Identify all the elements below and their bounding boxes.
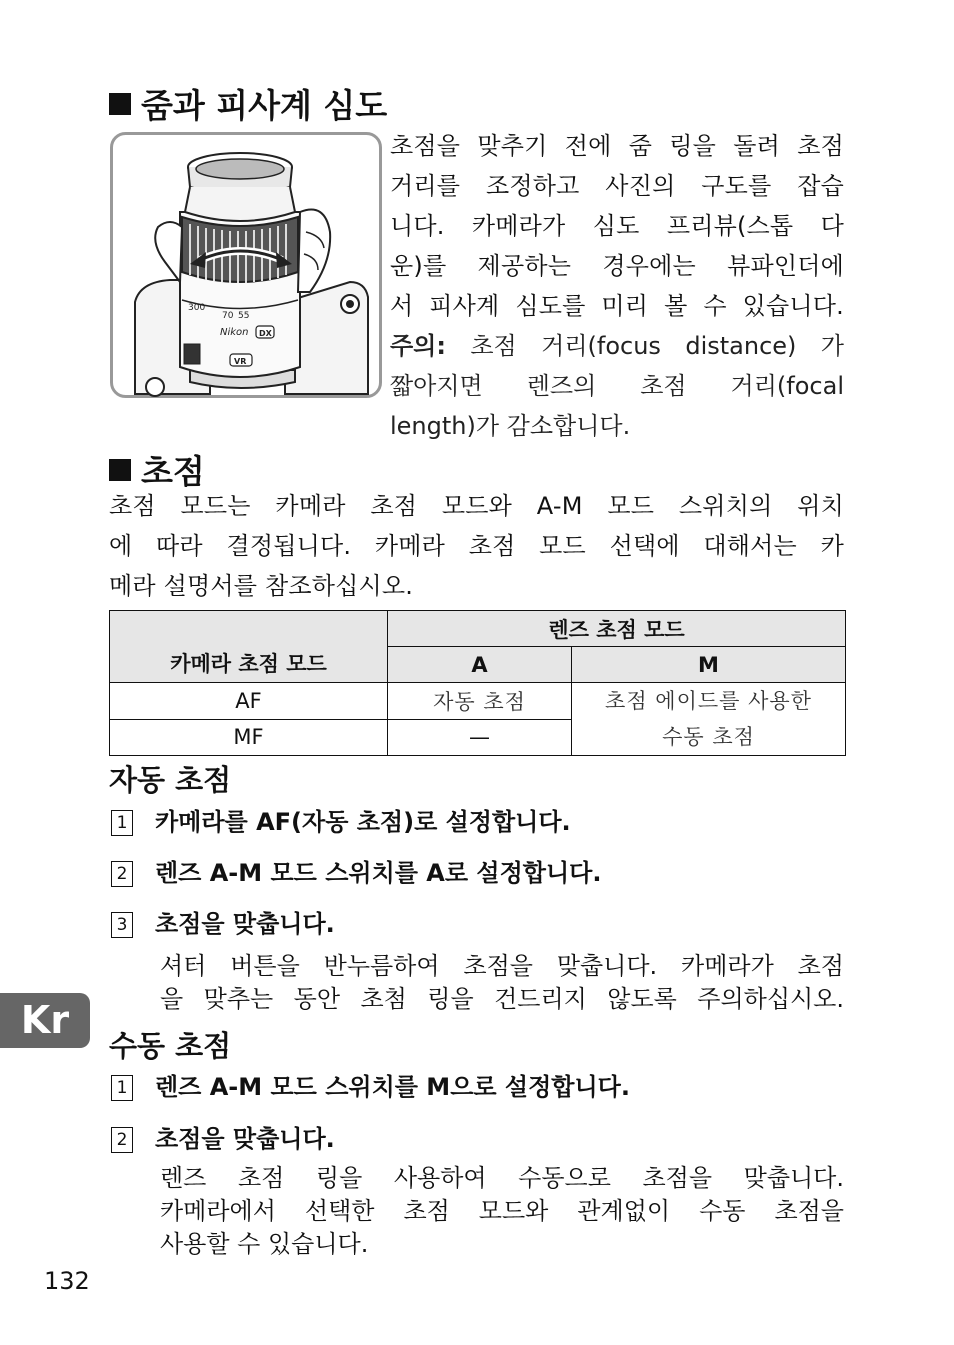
step-text: 카메라를 AF(자동 초점)로 설정합니다. bbox=[155, 808, 571, 836]
step-text: 초점을 맞춥니다. bbox=[155, 910, 335, 938]
desc-line: 사용할 수 있습니다. bbox=[160, 1230, 369, 1258]
lens-illustration bbox=[110, 132, 382, 398]
step-number: 1 bbox=[111, 1075, 133, 1101]
note-line: length)가 감소합니다. bbox=[390, 412, 631, 440]
zoom-section-title bbox=[109, 86, 387, 126]
focus-section-title-text: 초점 bbox=[141, 452, 205, 491]
desc-line: 셔터 버튼을 반누름하여 초점을 맞춥니다. 카메라가 초점 bbox=[160, 952, 844, 980]
focus-body-line: 초점 모드는 카메라 초점 모드와 A-M 모드 스위치의 위치 bbox=[109, 492, 844, 520]
table-header-a: A bbox=[388, 647, 572, 683]
zoom-body-line: 거리를 조정하고 사진의 구도를 잡습 bbox=[390, 172, 844, 200]
table-cell-camera-mf: MF bbox=[110, 719, 388, 756]
focus-body-line: 메라 설명서를 참조하십시오. bbox=[109, 572, 414, 600]
manual-focus-description bbox=[160, 1162, 844, 1261]
bullet-square-icon bbox=[109, 93, 131, 115]
step-number: 1 bbox=[111, 810, 133, 836]
scale-mark-70: 70 bbox=[222, 311, 234, 321]
table-cell-m-value bbox=[572, 683, 846, 756]
scale-mark-300: 300 bbox=[188, 303, 206, 313]
auto-focus-step-1 bbox=[111, 806, 571, 838]
manual-focus-step-1 bbox=[111, 1071, 630, 1103]
zoom-note bbox=[390, 326, 844, 446]
step-number: 3 bbox=[111, 912, 133, 938]
table-cell-m-line: 초점 에이드를 사용한 bbox=[605, 689, 812, 713]
lens-brand-label: Nikon bbox=[220, 327, 249, 338]
table-header-lens-mode: 렌즈 초점 모드 bbox=[388, 611, 846, 647]
scale-mark-55: 55 bbox=[238, 311, 250, 321]
page-number: 132 bbox=[44, 1267, 90, 1295]
note-line: 짧아지면 렌즈의 초점 거리(focal bbox=[390, 372, 844, 400]
manual-focus-step-2 bbox=[111, 1123, 335, 1155]
desc-line: 카메라에서 선택한 초점 모드와 관계없이 수동 초점을 bbox=[160, 1197, 844, 1225]
desc-line: 렌즈 초점 링을 사용하여 수동으로 초점을 맞춥니다. bbox=[160, 1164, 844, 1192]
focus-mode-table bbox=[109, 610, 846, 756]
auto-focus-step-2 bbox=[111, 857, 601, 889]
language-tab: Kr bbox=[0, 993, 90, 1048]
lens-dx-badge: DX bbox=[259, 329, 272, 338]
step-text: 렌즈 A-M 모드 스위치를 A로 설정합니다. bbox=[155, 859, 602, 887]
zoom-body-line: 서 피사계 심도를 미리 볼 수 있습니다. bbox=[390, 292, 844, 320]
note-line: 초점 거리(focus distance) 가 bbox=[470, 332, 844, 360]
zoom-body-line: 초점을 맞추기 전에 줌 링을 돌려 초점 bbox=[390, 132, 844, 160]
zoom-section-title-text: 줌과 피사계 심도 bbox=[141, 86, 388, 125]
manual-focus-title: 수동 초점 bbox=[109, 1029, 232, 1063]
zoom-body-line: 운)를 제공하는 경우에는 뷰파인더에 bbox=[390, 252, 844, 280]
table-cell-mf-a: — bbox=[388, 719, 572, 756]
auto-focus-title: 자동 초점 bbox=[109, 763, 232, 797]
table-cell-m-line: 수동 초점 bbox=[662, 725, 755, 749]
focus-body-line: 에 따라 결정됩니다. 카메라 초점 모드 선택에 대해서는 카 bbox=[109, 532, 844, 560]
table-cell-camera-af: AF bbox=[110, 683, 388, 720]
table-header-camera-mode: 카메라 초점 모드 bbox=[110, 611, 388, 683]
note-label: 주의: bbox=[390, 332, 446, 360]
desc-line: 을 맞추는 동안 초첨 링을 건드리지 않도록 주의하십시오. bbox=[160, 985, 844, 1013]
zoom-body-line: 니다. 카메라가 심도 프리뷰(스톱 다 bbox=[390, 212, 844, 240]
zoom-body-text bbox=[390, 126, 844, 326]
bullet-square-icon bbox=[109, 459, 131, 481]
lens-zoom-ring-illustration bbox=[110, 132, 382, 398]
step-text: 렌즈 A-M 모드 스위치를 M으로 설정합니다. bbox=[155, 1073, 630, 1101]
auto-focus-step-3 bbox=[111, 908, 335, 940]
focus-body-text bbox=[109, 486, 844, 606]
step-text: 초점을 맞춥니다. bbox=[155, 1125, 335, 1153]
step-number: 2 bbox=[111, 1127, 133, 1153]
lens-vr-badge: VR bbox=[234, 357, 247, 366]
table-header-m: M bbox=[572, 647, 846, 683]
table-cell-af-a: 자동 초점 bbox=[388, 683, 572, 720]
auto-focus-description bbox=[160, 950, 844, 1016]
step-number: 2 bbox=[111, 861, 133, 887]
